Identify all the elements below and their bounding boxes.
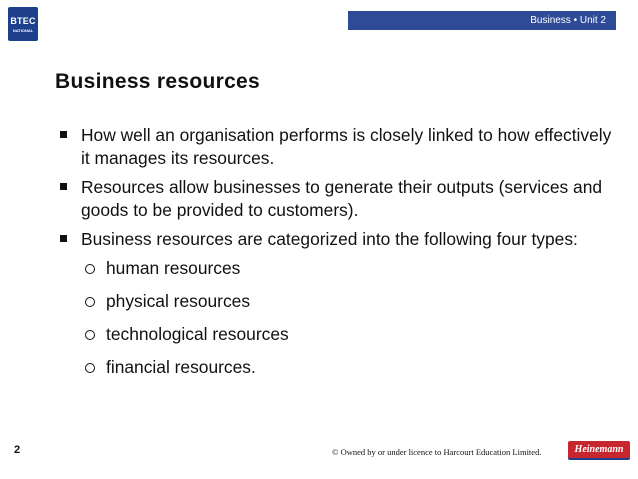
sub-bullet-item (59, 356, 619, 379)
heinemann-logo (568, 441, 630, 460)
square-bullet-icon (60, 131, 67, 138)
sub-bullet-text: financial resources. (106, 357, 256, 377)
square-bullet-icon (60, 235, 67, 242)
bullet-list (59, 124, 619, 389)
btec-logo (8, 7, 38, 41)
sub-bullet-item (59, 323, 619, 346)
copyright-notice: © Owned by or under licence to Harcourt Education Limited. (332, 447, 542, 457)
bullet-text: How well an organisation performs is closely linked to how effectively it manages its resources. (81, 125, 612, 168)
bullet-item (59, 228, 619, 251)
sub-bullet-text: human resources (106, 258, 241, 278)
square-bullet-icon (60, 183, 67, 190)
circle-bullet-icon (85, 363, 95, 373)
heinemann-logo-text: Heinemann (574, 444, 624, 455)
sub-bullet-list (59, 257, 619, 379)
bullet-item (59, 124, 619, 170)
sub-bullet-text: technological resources (106, 324, 289, 344)
circle-bullet-icon (85, 330, 95, 340)
header-band (348, 11, 616, 30)
course-label: Business • Unit 2 (530, 15, 606, 26)
circle-bullet-icon (85, 264, 95, 274)
page-number: 2 (14, 444, 21, 456)
sub-bullet-text: physical resources (106, 291, 251, 311)
bullet-text: Resources allow businesses to generate their outputs (services and goods to be provided to customers). (81, 177, 603, 220)
sub-bullet-item (59, 257, 619, 280)
slide-title: Business resources (55, 70, 261, 93)
bullet-text: Business resources are categorized into the following four types: (81, 229, 578, 249)
sub-bullet-item (59, 290, 619, 313)
btec-logo-subtext: NATIONAL (12, 27, 34, 33)
bullet-item (59, 176, 619, 222)
btec-logo-text: BTEC (10, 15, 36, 26)
circle-bullet-icon (85, 297, 95, 307)
